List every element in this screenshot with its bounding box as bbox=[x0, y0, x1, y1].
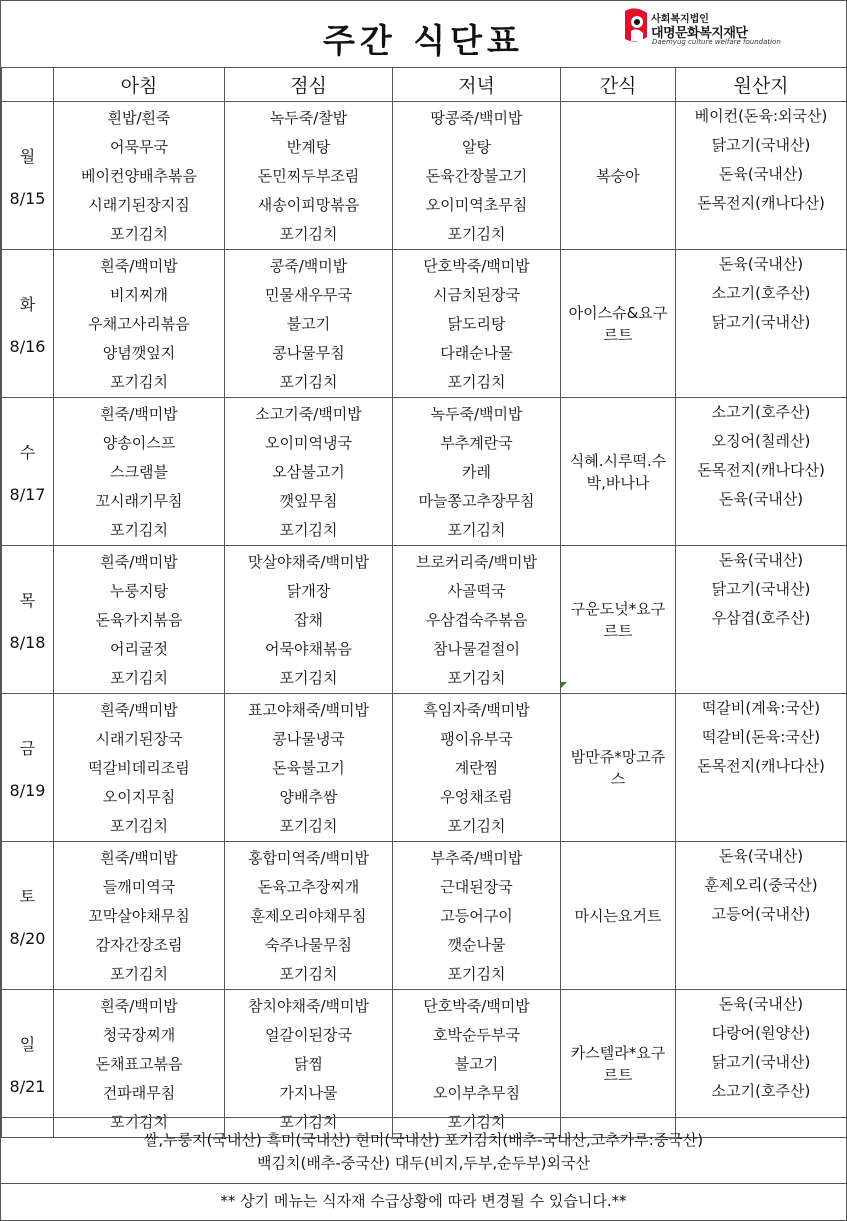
origin-item: 돈목전지(캐나다산) bbox=[697, 461, 825, 479]
day-row bbox=[2, 250, 847, 398]
dinner-item: 땅콩죽/백미밥 bbox=[430, 109, 523, 127]
day-cell bbox=[2, 102, 54, 250]
breakfast-item: 어묵무국 bbox=[110, 138, 168, 156]
breakfast-cell bbox=[54, 842, 225, 990]
lunch-cell bbox=[225, 102, 393, 250]
breakfast-item: 흰죽/백미밥 bbox=[100, 405, 178, 423]
origin-item: 소고기(호주산) bbox=[711, 403, 811, 421]
breakfast-item: 흰밥/흰죽 bbox=[107, 109, 171, 127]
breakfast-item: 포기김치 bbox=[110, 965, 168, 983]
logo-english: Daemyug culture welfare foundation bbox=[652, 38, 781, 46]
dinner-item: 돈육간장불고기 bbox=[425, 167, 528, 185]
snack-cell: 구운도넛*요구르트 bbox=[561, 546, 676, 694]
dinner-item: 부추죽/백미밥 bbox=[430, 849, 523, 867]
origin-item: 베이컨(돈육:외국산) bbox=[694, 107, 828, 125]
dinner-item: 단호박죽/백미밥 bbox=[423, 257, 530, 275]
dinner-cell bbox=[393, 102, 561, 250]
origin-cell bbox=[676, 102, 847, 250]
breakfast-item: 흰죽/백미밥 bbox=[100, 257, 178, 275]
page-title: 주간 식단표 bbox=[323, 21, 524, 60]
origin-cell bbox=[676, 842, 847, 990]
dinner-cell bbox=[393, 398, 561, 546]
breakfast-item: 포기김치 bbox=[110, 373, 168, 391]
origin-item: 소고기(호주산) bbox=[711, 1082, 811, 1100]
header-lunch: 점심 bbox=[225, 68, 393, 102]
header-day bbox=[2, 68, 54, 102]
origin-note-line: 쌀,누룽지(국내산) 흑미(국내산) 현미(국내산) 포기김치(배추-국내산,고추가루:중국산) bbox=[143, 1131, 704, 1149]
origin-item: 돈목전지(캐나다산) bbox=[697, 757, 825, 775]
breakfast-item: 양송이스프 bbox=[102, 434, 176, 452]
snack-cell: 밤만쥬*망고쥬스 bbox=[561, 694, 676, 842]
day-row bbox=[2, 842, 847, 990]
day-date: 8/15 bbox=[9, 188, 46, 208]
dinner-item: 닭도리탕 bbox=[447, 315, 506, 333]
day-date: 8/19 bbox=[9, 780, 46, 800]
lunch-item: 깻잎무침 bbox=[279, 492, 338, 510]
dinner-item: 오이부추무침 bbox=[433, 1084, 520, 1102]
origin-item: 닭고기(국내산) bbox=[711, 136, 811, 154]
lunch-item: 잡채 bbox=[294, 611, 323, 629]
origin-item: 돈목전지(캐나다산) bbox=[697, 194, 825, 212]
footer-notice: ** 상기 메뉴는 식자재 수급상황에 따라 변경될 수 있습니다.** bbox=[1, 1183, 846, 1221]
logo-subtitle: 사회복지법인 bbox=[651, 14, 709, 25]
breakfast-item: 시래기된장국 bbox=[95, 730, 183, 748]
breakfast-cell bbox=[54, 250, 225, 398]
logo-name: 대명문화복지재단 bbox=[651, 26, 748, 41]
breakfast-item: 포기김치 bbox=[110, 521, 168, 539]
dinner-item: 고등어구이 bbox=[440, 907, 513, 925]
dinner-item: 흑임자죽/백미밥 bbox=[423, 701, 530, 719]
lunch-item: 참치야채죽/백미밥 bbox=[248, 997, 369, 1015]
dinner-item: 팽이유부국 bbox=[440, 730, 513, 748]
lunch-item: 닭개장 bbox=[286, 582, 331, 600]
dinner-item: 마늘쫑고추장무침 bbox=[418, 492, 535, 510]
dinner-cell bbox=[393, 694, 561, 842]
origin-item: 닭고기(국내산) bbox=[711, 313, 811, 331]
lunch-item: 포기김치 bbox=[279, 669, 338, 687]
breakfast-item: 청국장찌개 bbox=[102, 1026, 176, 1044]
lunch-item: 오이미역냉국 bbox=[265, 434, 352, 452]
origin-item: 훈제오리(중국산) bbox=[704, 876, 818, 894]
breakfast-item: 들깨미역국 bbox=[102, 878, 176, 896]
snack-cell: 카스텔라*요구르트 bbox=[561, 990, 676, 1138]
breakfast-cell bbox=[54, 102, 225, 250]
origin-item: 돈육(국내산) bbox=[718, 490, 804, 508]
day-row bbox=[2, 546, 847, 694]
dinner-item: 시금치된장국 bbox=[433, 286, 520, 304]
dinner-item: 깻순나물 bbox=[447, 936, 506, 954]
breakfast-item: 포기김치 bbox=[110, 225, 168, 243]
breakfast-item: 감자간장조림 bbox=[95, 936, 183, 954]
breakfast-item: 흰죽/백미밥 bbox=[100, 701, 178, 719]
dinner-item: 불고기 bbox=[454, 1055, 499, 1073]
lunch-item: 포기김치 bbox=[279, 965, 338, 983]
dinner-item: 호박순두부국 bbox=[433, 1026, 520, 1044]
lunch-item: 콩나물냉국 bbox=[272, 730, 345, 748]
day-name: 수 bbox=[19, 442, 36, 462]
lunch-cell bbox=[225, 546, 393, 694]
breakfast-item: 비지찌개 bbox=[110, 286, 168, 304]
lunch-item: 포기김치 bbox=[279, 1113, 338, 1131]
header-dinner: 저녁 bbox=[393, 68, 561, 102]
lunch-item: 돈육불고기 bbox=[272, 759, 345, 777]
origin-cell bbox=[676, 546, 847, 694]
origin-item: 돈육(국내산) bbox=[718, 255, 804, 273]
breakfast-item: 돈채표고볶음 bbox=[95, 1055, 183, 1073]
lunch-item: 돈육고추장찌개 bbox=[257, 878, 360, 896]
header-origin: 원산지 bbox=[676, 68, 847, 102]
breakfast-item: 꼬막살야채무침 bbox=[88, 907, 190, 925]
breakfast-item: 흰죽/백미밥 bbox=[100, 997, 178, 1015]
lunch-item: 콩죽/백미밥 bbox=[269, 257, 348, 275]
lunch-cell bbox=[225, 842, 393, 990]
breakfast-item: 포기김치 bbox=[110, 669, 168, 687]
day-name: 금 bbox=[19, 738, 36, 758]
day-row bbox=[2, 398, 847, 546]
lunch-item: 포기김치 bbox=[279, 373, 338, 391]
origin-item: 떡갈비(돈육:국산) bbox=[701, 728, 821, 746]
snack-cell: 마시는요거트 bbox=[561, 842, 676, 990]
lunch-item: 양배추쌈 bbox=[279, 788, 338, 806]
origin-note-line: 백김치(배추-중국산) 대두(비지,두부,순두부)외국산 bbox=[257, 1154, 590, 1172]
lunch-item: 돈민찌두부조림 bbox=[257, 167, 360, 185]
header-breakfast: 아침 bbox=[54, 68, 225, 102]
dinner-item: 카레 bbox=[462, 463, 491, 481]
table-header-row bbox=[2, 68, 847, 102]
breakfast-cell bbox=[54, 398, 225, 546]
breakfast-item: 흰죽/백미밥 bbox=[100, 849, 178, 867]
origin-item: 다랑어(원양산) bbox=[711, 1024, 811, 1042]
lunch-item: 훈제오리야채무침 bbox=[250, 907, 367, 925]
lunch-item: 소고기죽/백미밥 bbox=[255, 405, 362, 423]
day-date: 8/16 bbox=[9, 336, 46, 356]
lunch-item: 맛살야채죽/백미밥 bbox=[248, 553, 369, 571]
day-date: 8/21 bbox=[9, 1076, 46, 1096]
origin-cell bbox=[676, 990, 847, 1138]
dinner-item: 포기김치 bbox=[447, 1113, 506, 1131]
origin-notes bbox=[1, 1117, 846, 1184]
dinner-cell bbox=[393, 990, 561, 1138]
day-cell bbox=[2, 546, 54, 694]
origin-item: 고등어(국내산) bbox=[711, 905, 811, 923]
day-cell bbox=[2, 250, 54, 398]
dinner-item: 알탕 bbox=[462, 138, 491, 156]
day-row bbox=[2, 694, 847, 842]
breakfast-item: 흰죽/백미밥 bbox=[100, 553, 178, 571]
day-name: 목 bbox=[19, 590, 36, 610]
dinner-item: 녹두죽/백미밥 bbox=[430, 405, 523, 423]
lunch-item: 녹두죽/찰밥 bbox=[269, 109, 348, 127]
dinner-cell bbox=[393, 250, 561, 398]
day-name: 화 bbox=[19, 294, 36, 314]
lunch-item: 얼갈이된장국 bbox=[265, 1026, 352, 1044]
breakfast-item: 꼬시래기무침 bbox=[95, 492, 183, 510]
dinner-cell bbox=[393, 842, 561, 990]
dinner-item: 근대된장국 bbox=[440, 878, 513, 896]
origin-item: 닭고기(국내산) bbox=[711, 1053, 811, 1071]
dinner-item: 포기김치 bbox=[447, 225, 506, 243]
origin-cell bbox=[676, 694, 847, 842]
breakfast-item: 어리굴젓 bbox=[110, 640, 168, 658]
dinner-item: 부추계란국 bbox=[440, 434, 513, 452]
breakfast-item: 포기김치 bbox=[110, 1113, 168, 1131]
breakfast-item: 누룽지탕 bbox=[110, 582, 168, 600]
dinner-item: 포기김치 bbox=[447, 965, 506, 983]
dinner-item: 포기김치 bbox=[447, 373, 506, 391]
origin-cell bbox=[676, 250, 847, 398]
lunch-item: 콩나물무침 bbox=[272, 344, 345, 362]
snack-cell: 아이스슈&요구르트 bbox=[561, 250, 676, 398]
breakfast-item: 떡갈비데리조림 bbox=[88, 759, 190, 777]
day-row bbox=[2, 102, 847, 250]
day-name: 토 bbox=[19, 886, 36, 906]
lunch-item: 가지나물 bbox=[279, 1084, 338, 1102]
dinner-item: 사골떡국 bbox=[447, 582, 506, 600]
snack-cell: 복숭아 bbox=[561, 102, 676, 250]
dinner-item: 브로커리죽/백미밥 bbox=[416, 553, 537, 571]
origin-cell bbox=[676, 398, 847, 546]
lunch-item: 포기김치 bbox=[279, 817, 338, 835]
lunch-cell bbox=[225, 398, 393, 546]
breakfast-cell bbox=[54, 990, 225, 1138]
dinner-item: 다래순나물 bbox=[440, 344, 513, 362]
breakfast-item: 스크램블 bbox=[110, 463, 168, 481]
lunch-cell bbox=[225, 250, 393, 398]
dinner-item: 포기김치 bbox=[447, 817, 506, 835]
dinner-item: 오이미역초무침 bbox=[425, 196, 528, 214]
breakfast-item: 건파래무침 bbox=[102, 1084, 176, 1102]
origin-item: 돈육(국내산) bbox=[718, 165, 804, 183]
lunch-item: 반계탕 bbox=[286, 138, 331, 156]
origin-item: 소고기(호주산) bbox=[711, 284, 811, 302]
origin-item: 오징어(칠레산) bbox=[711, 432, 811, 450]
breakfast-item: 포기김치 bbox=[110, 817, 168, 835]
lunch-item: 포기김치 bbox=[279, 521, 338, 539]
day-cell bbox=[2, 694, 54, 842]
foundation-logo bbox=[621, 7, 821, 47]
weekly-menu-table bbox=[1, 67, 847, 1138]
lunch-item: 숙주나물무침 bbox=[265, 936, 352, 954]
snack-cell: 식혜.시루떡.수박,바나나 bbox=[561, 398, 676, 546]
day-name: 월 bbox=[19, 146, 36, 166]
dinner-cell bbox=[393, 546, 561, 694]
breakfast-item: 돈육가지볶음 bbox=[95, 611, 183, 629]
foundation-logo-icon bbox=[621, 7, 651, 45]
breakfast-item: 시래기된장지짐 bbox=[88, 196, 190, 214]
dinner-item: 참나물겉절이 bbox=[433, 640, 520, 658]
breakfast-item: 우채고사리볶음 bbox=[88, 315, 190, 333]
cell-comment-marker bbox=[561, 682, 567, 688]
day-row bbox=[2, 990, 847, 1138]
origin-item: 떡갈비(계육:국산) bbox=[701, 699, 821, 717]
lunch-item: 홍합미역죽/백미밥 bbox=[248, 849, 369, 867]
breakfast-item: 베이컨양배추볶음 bbox=[81, 167, 197, 185]
breakfast-item: 오이지무침 bbox=[102, 788, 176, 806]
day-name: 일 bbox=[19, 1034, 36, 1054]
day-cell bbox=[2, 990, 54, 1138]
dinner-item: 계란찜 bbox=[454, 759, 499, 777]
day-date: 8/20 bbox=[9, 928, 46, 948]
day-cell bbox=[2, 842, 54, 990]
lunch-item: 표고야채죽/백미밥 bbox=[248, 701, 369, 719]
dinner-item: 단호박죽/백미밥 bbox=[423, 997, 530, 1015]
lunch-item: 포기김치 bbox=[279, 225, 338, 243]
lunch-item: 어묵야채볶음 bbox=[265, 640, 352, 658]
origin-item: 돈육(국내산) bbox=[718, 847, 804, 865]
dinner-item: 우삼겹숙주볶음 bbox=[425, 611, 528, 629]
lunch-item: 새송이피망볶음 bbox=[257, 196, 360, 214]
breakfast-cell bbox=[54, 694, 225, 842]
lunch-item: 불고기 bbox=[286, 315, 331, 333]
lunch-item: 오삼불고기 bbox=[272, 463, 345, 481]
origin-item: 돈육(국내산) bbox=[718, 995, 804, 1013]
lunch-cell bbox=[225, 990, 393, 1138]
lunch-cell bbox=[225, 694, 393, 842]
header-snack: 간식 bbox=[561, 68, 676, 102]
origin-item: 우삼겹(호주산) bbox=[711, 609, 811, 627]
breakfast-cell bbox=[54, 546, 225, 694]
origin-item: 닭고기(국내산) bbox=[711, 580, 811, 598]
lunch-item: 닭찜 bbox=[294, 1055, 323, 1073]
day-date: 8/18 bbox=[9, 632, 46, 652]
day-cell bbox=[2, 398, 54, 546]
dinner-item: 포기김치 bbox=[447, 521, 506, 539]
lunch-item: 민물새우무국 bbox=[265, 286, 352, 304]
dinner-item: 포기김치 bbox=[447, 669, 506, 687]
day-date: 8/17 bbox=[9, 484, 46, 504]
origin-item: 돈육(국내산) bbox=[718, 551, 804, 569]
breakfast-item: 양념깻잎지 bbox=[102, 344, 176, 362]
dinner-item: 우엉채조림 bbox=[440, 788, 513, 806]
